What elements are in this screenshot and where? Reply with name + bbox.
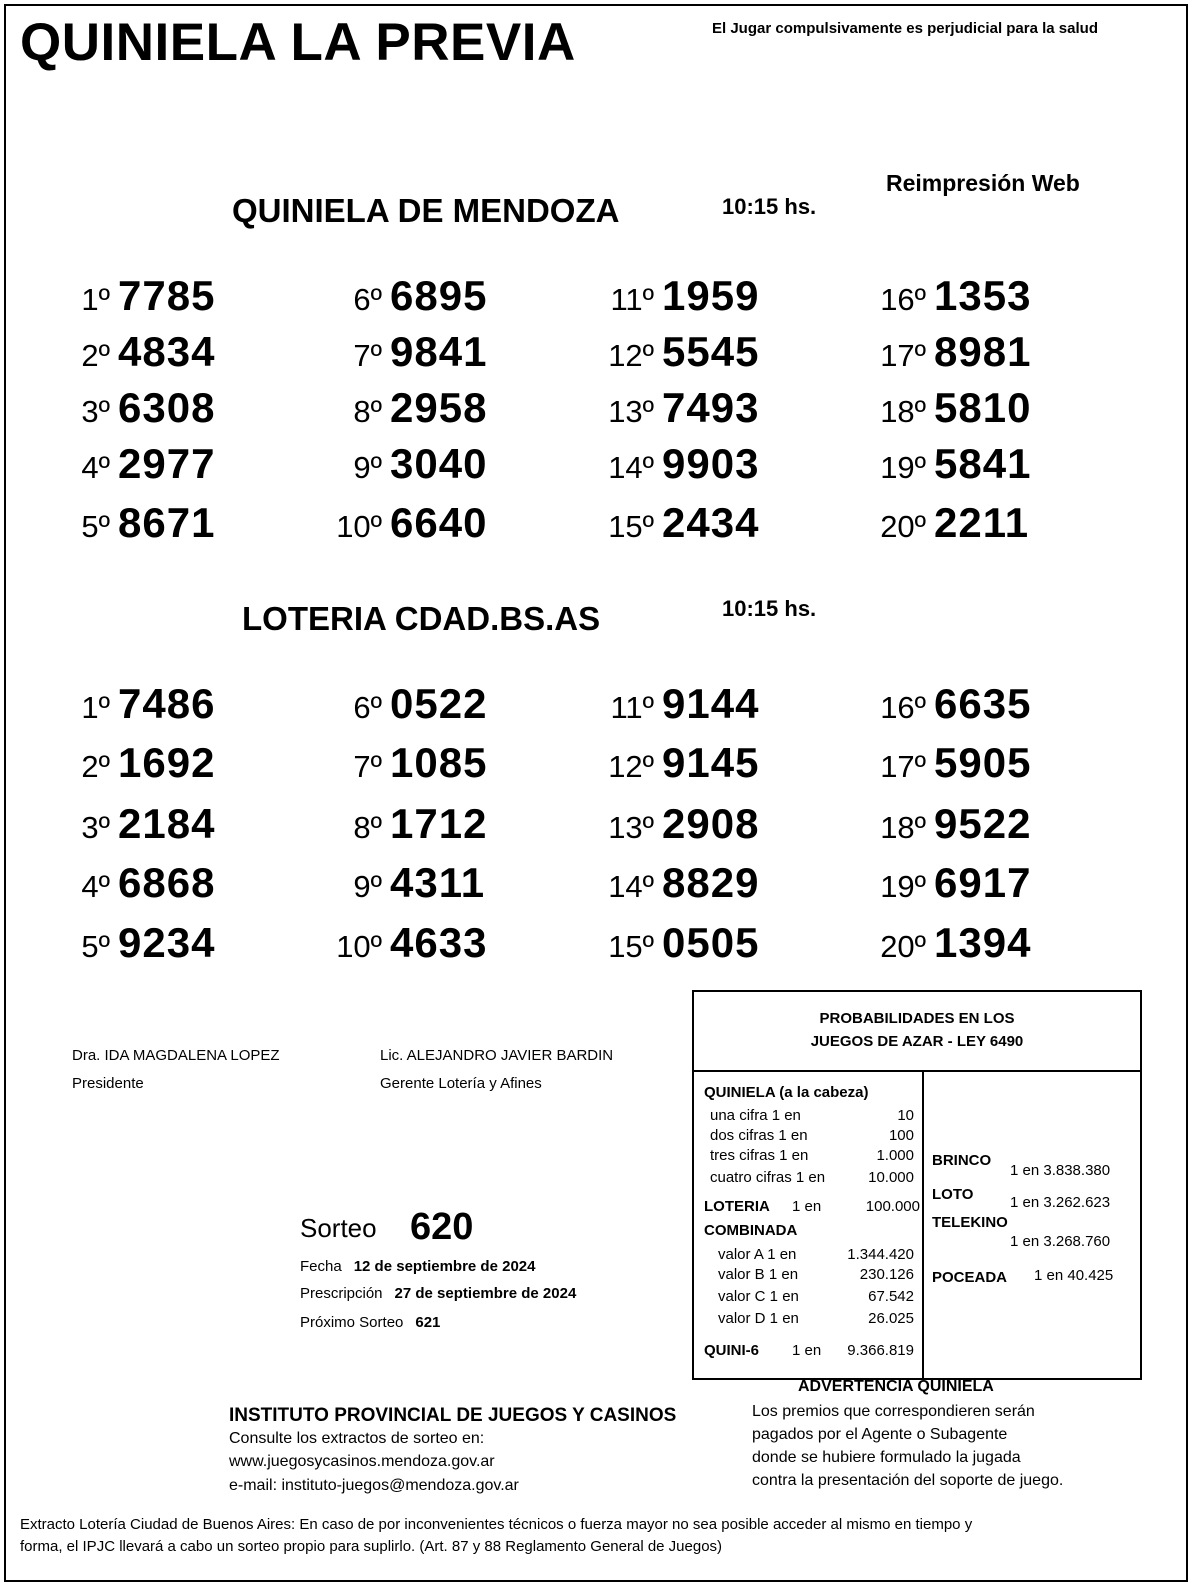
combinada-odds-label: valor D 1 en: [718, 1310, 799, 1327]
draw-next-label: Próximo Sorteo: [300, 1314, 404, 1331]
result-position: 12º: [608, 338, 654, 373]
result-number: 9145: [662, 739, 760, 786]
result-item: [594, 440, 834, 488]
result-number: 2211: [934, 499, 1030, 546]
quiniela-odds-value: 10.000: [868, 1169, 914, 1186]
draw-next: 621: [415, 1314, 441, 1331]
result-position: 16º: [880, 690, 926, 725]
draw-prescription-row: [300, 1285, 576, 1302]
result-position: 5º: [81, 509, 110, 544]
result-position: 18º: [880, 394, 926, 429]
probabilities-box: [692, 990, 1142, 1380]
result-position: 6º: [353, 690, 382, 725]
loteria-odds-value: 100.000: [865, 1198, 920, 1215]
result-number: 0522: [390, 680, 488, 727]
result-number: 5905: [934, 739, 1032, 786]
result-number: 6917: [934, 859, 1032, 906]
combinada-odds-value: 230.126: [859, 1266, 914, 1283]
result-number: 5545: [662, 328, 760, 375]
brinco-odds-value: 1 en 3.838.380: [1010, 1162, 1111, 1179]
footer-note-line2: forma, el IPJC llevará a cabo un sorteo propio para suplirlo. (Art. 87 y 88 Reglamento General de Juegos): [20, 1538, 723, 1555]
advertencia-title: ADVERTENCIA QUINIELA: [798, 1378, 994, 1395]
result-item: [70, 680, 310, 728]
result-number: 6895: [390, 272, 488, 319]
result-number: 6868: [118, 859, 216, 906]
advertencia-line: pagados por el Agente o Subagente: [752, 1426, 1008, 1443]
result-item: [70, 272, 310, 320]
result-number: 3040: [390, 440, 488, 487]
result-position: 1º: [81, 282, 110, 317]
result-position: 3º: [81, 810, 110, 845]
institute-title: INSTITUTO PROVINCIAL DE JUEGOS Y CASINOS: [229, 1405, 677, 1426]
quiniela-odds-value: 1.000: [876, 1147, 914, 1164]
probabilities-header: [694, 992, 1140, 1072]
result-item: [70, 440, 310, 488]
poceada-odds-value: 1 en 40.425: [1034, 1267, 1114, 1284]
telekino-odds-value: 1 en 3.268.760: [1010, 1233, 1111, 1250]
section-title-loteria: LOTERIA CDAD.BS.AS: [242, 600, 601, 637]
result-position: 8º: [353, 394, 382, 429]
result-item: [322, 440, 562, 488]
result-item: [866, 440, 1106, 488]
footer-note: [20, 1514, 1170, 1558]
result-item: [322, 499, 562, 547]
telekino-odds-label: TELEKINO: [932, 1214, 1008, 1231]
result-item: [866, 800, 1106, 848]
result-position: 3º: [81, 394, 110, 429]
signature-role-manager: Gerente Lotería y Afines: [380, 1075, 542, 1092]
result-number: 1085: [390, 739, 488, 786]
result-number: 2958: [390, 384, 488, 431]
result-number: 4311: [390, 859, 486, 906]
combinada-odds-value: 26.025: [868, 1310, 914, 1327]
result-item: [866, 328, 1106, 376]
result-position: 13º: [608, 394, 654, 429]
result-number: 1692: [118, 739, 216, 786]
result-position: 19º: [880, 869, 926, 904]
result-item: [594, 800, 834, 848]
result-item: [594, 739, 834, 787]
result-number: 9841: [390, 328, 488, 375]
result-number: 2434: [662, 499, 760, 546]
quiniela-odds-value: 10: [897, 1107, 914, 1124]
result-number: 1712: [390, 800, 488, 847]
result-position: 15º: [608, 509, 654, 544]
result-number: 5841: [934, 440, 1032, 487]
advertencia-line: donde se hubiere formulado la jugada: [752, 1449, 1021, 1466]
result-item: [322, 859, 562, 907]
result-position: 17º: [880, 338, 926, 373]
result-item: [70, 499, 310, 547]
quini6-odds-value: 9.366.819: [847, 1342, 914, 1359]
advertencia-line: contra la presentación del soporte de juego.: [752, 1472, 1064, 1489]
result-number: 6635: [934, 680, 1032, 727]
quiniela-odds-label: una cifra 1 en: [710, 1107, 801, 1124]
result-position: 20º: [880, 509, 926, 544]
draw-date-row: [300, 1258, 535, 1275]
probabilities-title-line2: JUEGOS DE AZAR - LEY 6490: [810, 1033, 1024, 1050]
draw-prescription: 27 de septiembre de 2024: [394, 1285, 577, 1302]
institute-consult-text: Consulte los extractos de sorteo en:: [229, 1430, 485, 1447]
result-position: 7º: [353, 749, 382, 784]
result-number: 1959: [662, 272, 760, 319]
result-position: 20º: [880, 929, 926, 964]
institute-website-link[interactable]: www.juegosycasinos.mendoza.gov.ar: [229, 1453, 495, 1470]
loto-odds-value: 1 en 3.262.623: [1010, 1194, 1111, 1211]
result-position: 18º: [880, 810, 926, 845]
result-position: 10º: [336, 929, 382, 964]
quini6-odds-label: QUINI-6: [704, 1342, 760, 1359]
result-number: 6640: [390, 499, 488, 546]
result-item: [866, 680, 1106, 728]
result-number: 1394: [934, 919, 1032, 966]
result-item: [594, 859, 834, 907]
result-item: [594, 499, 834, 547]
signature-name-manager: Lic. ALEJANDRO JAVIER BARDIN: [380, 1047, 614, 1064]
draw-next-row: [300, 1314, 440, 1331]
result-position: 1º: [81, 690, 110, 725]
section-time-mendoza: 10:15 hs.: [722, 194, 817, 219]
result-item: [322, 680, 562, 728]
result-item: [322, 800, 562, 848]
quiniela-odds-title: QUINIELA (a la cabeza): [704, 1084, 869, 1101]
probabilities-title-line1: PROBABILIDADES EN LOS: [819, 1010, 1015, 1027]
signature-name-president: Dra. IDA MAGDALENA LOPEZ: [72, 1047, 280, 1064]
result-number: 2977: [118, 440, 216, 487]
result-number: 2184: [118, 800, 216, 847]
combinada-odds-label: valor C 1 en: [718, 1288, 799, 1305]
result-position: 16º: [880, 282, 926, 317]
result-position: 4º: [81, 869, 110, 904]
result-number: 8829: [662, 859, 760, 906]
result-number: 1353: [934, 272, 1032, 319]
result-item: [70, 328, 310, 376]
result-position: 2º: [81, 749, 110, 784]
result-number: 7785: [118, 272, 216, 319]
advertencia-line: Los premios que correspondieren serán: [752, 1403, 1035, 1420]
section-title-mendoza: QUINIELA DE MENDOZA: [232, 192, 620, 229]
combinada-odds-label: valor A 1 en: [718, 1246, 797, 1263]
result-item: [866, 739, 1106, 787]
quiniela-odds-label: tres cifras 1 en: [710, 1147, 809, 1164]
quiniela-odds-label: dos cifras 1 en: [710, 1127, 808, 1144]
footer-note-line1: Extracto Lotería Ciudad de Buenos Aires: En caso de por inconvenientes técnicos o fuerza mayor no sea posible acceder al mismo en tiempo y: [20, 1516, 973, 1533]
result-number: 6308: [118, 384, 216, 431]
institute-email-link[interactable]: e-mail: instituto-juegos@mendoza.gov.ar: [229, 1477, 519, 1494]
result-number: 9144: [662, 680, 760, 727]
draw-date-label: Fecha: [300, 1258, 342, 1275]
result-number: 8981: [934, 328, 1032, 375]
result-item: [866, 384, 1106, 432]
result-item: [594, 384, 834, 432]
quiniela-odds-label: cuatro cifras 1 en: [710, 1169, 826, 1186]
result-position: 8º: [353, 810, 382, 845]
draw-prescription-label: Prescripción: [300, 1285, 383, 1302]
result-item: [866, 499, 1106, 547]
result-item: [322, 384, 562, 432]
result-number: 0505: [662, 919, 760, 966]
probabilities-divider: [922, 1072, 924, 1378]
section-time-loteria: 10:15 hs.: [722, 596, 817, 621]
result-position: 14º: [608, 450, 654, 485]
loto-odds-label: LOTO: [932, 1186, 974, 1203]
result-position: 7º: [353, 338, 382, 373]
result-number: 8671: [118, 499, 216, 546]
result-position: 9º: [353, 450, 382, 485]
result-item: [322, 328, 562, 376]
quini6-odds-en: 1 en: [792, 1342, 822, 1359]
result-item: [322, 739, 562, 787]
combinada-odds-title: COMBINADA: [704, 1222, 798, 1239]
result-item: [322, 272, 562, 320]
result-number: 4834: [118, 328, 216, 375]
result-item: [866, 859, 1106, 907]
combinada-odds-label: valor B 1 en: [718, 1266, 799, 1283]
result-number: 9234: [118, 919, 216, 966]
result-position: 5º: [81, 929, 110, 964]
result-item: [594, 680, 834, 728]
page-title: QUINIELA LA PREVIA: [20, 13, 576, 72]
result-item: [594, 328, 834, 376]
result-item: [866, 272, 1106, 320]
result-item: [866, 919, 1106, 967]
result-item: [70, 859, 310, 907]
draw-date: 12 de septiembre de 2024: [353, 1258, 536, 1275]
quiniela-odds-value: 100: [888, 1127, 914, 1144]
combinada-odds-value: 1.344.420: [847, 1246, 914, 1263]
result-position: 15º: [608, 929, 654, 964]
result-number: 4633: [390, 919, 488, 966]
result-position: 11º: [610, 690, 654, 725]
result-item: [322, 919, 562, 967]
result-number: 7486: [118, 680, 216, 727]
result-position: 11º: [610, 282, 654, 317]
result-item: [594, 919, 834, 967]
result-number: 2908: [662, 800, 760, 847]
result-position: 6º: [353, 282, 382, 317]
result-position: 12º: [608, 749, 654, 784]
result-item: [70, 800, 310, 848]
brinco-odds-label: BRINCO: [932, 1152, 992, 1169]
result-position: 17º: [880, 749, 926, 784]
result-item: [70, 384, 310, 432]
result-position: 19º: [880, 450, 926, 485]
result-item: [594, 272, 834, 320]
result-item: [70, 919, 310, 967]
loteria-odds-en: 1 en: [792, 1198, 822, 1215]
result-number: 9903: [662, 440, 760, 487]
loteria-odds-label: LOTERIA: [704, 1198, 770, 1215]
combinada-odds-value: 67.542: [868, 1288, 914, 1305]
result-position: 14º: [608, 869, 654, 904]
health-warning: El Jugar compulsivamente es perjudicial para la salud: [712, 20, 1098, 37]
result-number: 7493: [662, 384, 760, 431]
result-number: 9522: [934, 800, 1032, 847]
result-position: 13º: [608, 810, 654, 845]
signature-role-president: Presidente: [72, 1075, 144, 1092]
result-number: 5810: [934, 384, 1032, 431]
result-position: 4º: [81, 450, 110, 485]
result-position: 10º: [336, 509, 382, 544]
draw-number: 620: [410, 1206, 474, 1248]
result-position: 9º: [353, 869, 382, 904]
poceada-odds-label: POCEADA: [932, 1269, 1008, 1286]
result-position: 2º: [81, 338, 110, 373]
draw-label: Sorteo: [300, 1213, 377, 1243]
reprint-label: Reimpresión Web: [886, 170, 1080, 196]
result-item: [70, 739, 310, 787]
